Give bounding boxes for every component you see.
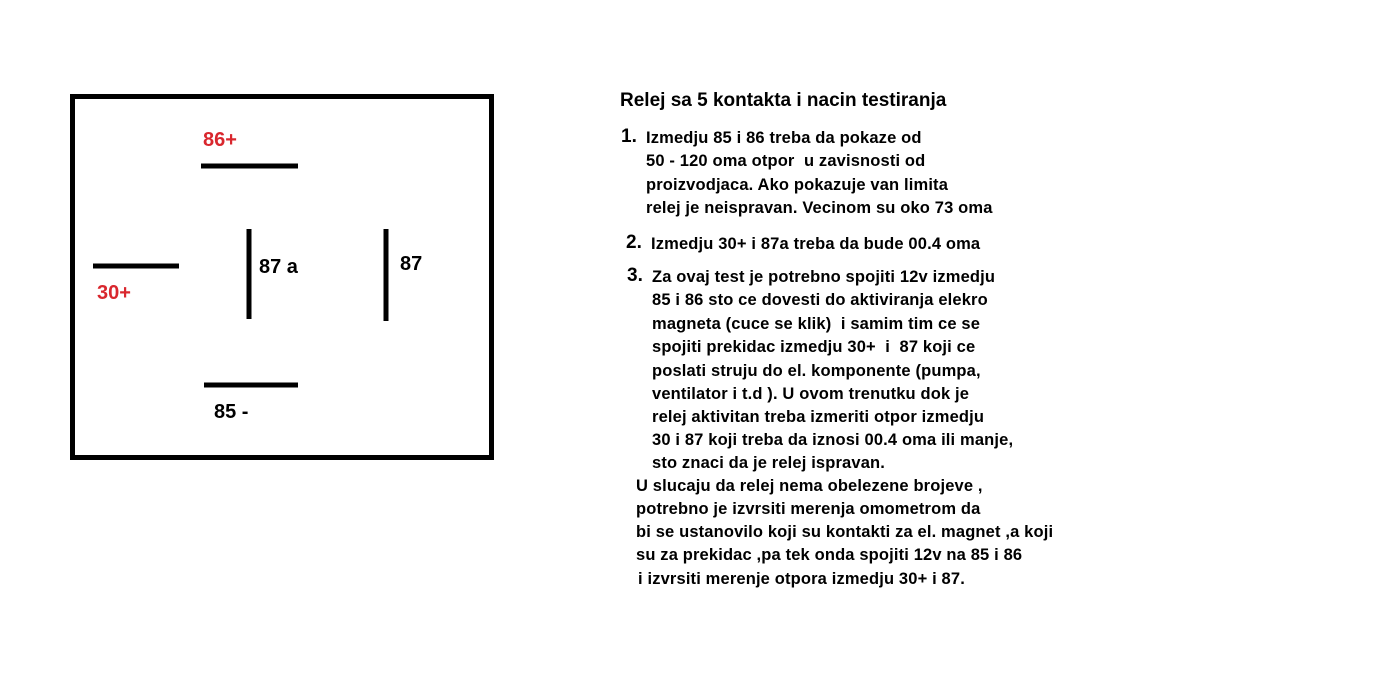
note-line: potrebno je izvrsiti merenja omometrom da <box>636 500 981 518</box>
note-line: bi se ustanovilo koji su kontakti za el. magnet ,a koji <box>636 523 1054 541</box>
pin-87a-label: 87 a <box>259 256 298 278</box>
step-3-line: sto znaci da je relej ispravan. <box>652 454 885 472</box>
step-3-line: poslati struju do el. komponente (pumpa, <box>652 362 981 380</box>
step-3-line: relej aktivitan treba izmeriti otpor izmedju <box>652 408 985 426</box>
step-3-line: magneta (cuce se klik) i samim tim ce se <box>652 315 981 333</box>
step-2-number: 2. <box>626 232 642 253</box>
step-3-line: spojiti prekidac izmedju 30+ i 87 koji ce <box>652 338 976 356</box>
step-1-line: proizvodjaca. Ako pokazuje van limita <box>646 176 949 194</box>
pin-86-label: 86+ <box>203 129 237 151</box>
step-1-line: relej je neispravan. Vecinom su oko 73 oma <box>646 199 993 217</box>
pin-30-label: 30+ <box>97 282 131 304</box>
pin-87-label: 87 <box>400 253 423 275</box>
note-line: U slucaju da relej nema obelezene brojeve , <box>636 477 983 495</box>
step-1-line: Izmedju 85 i 86 treba da pokaze od <box>646 129 922 147</box>
step-1-number: 1. <box>621 126 637 147</box>
page-title: Relej sa 5 kontakta i nacin testiranja <box>620 90 947 111</box>
step-3-line: ventilator i t.d ). U ovom trenutku dok je <box>652 385 970 403</box>
step-1-line: 50 - 120 oma otpor u zavisnosti od <box>646 152 926 170</box>
step-3-line: 85 i 86 sto ce dovesti do aktiviranja elekro <box>652 291 988 309</box>
step-3-line: Za ovaj test je potrebno spojiti 12v izmedju <box>652 268 996 286</box>
note-line: su za prekidac ,pa tek onda spojiti 12v na 85 i 86 <box>636 546 1023 564</box>
pin-85-label: 85 - <box>214 401 249 423</box>
step-3-number: 3. <box>627 265 643 286</box>
note-line: i izvrsiti merenje otpora izmedju 30+ i 87. <box>638 570 965 588</box>
step-3-line: 30 i 87 koji treba da iznosi 00.4 oma ili manje, <box>652 431 1014 449</box>
step-2-line: Izmedju 30+ i 87a treba da bude 00.4 oma <box>651 235 981 253</box>
